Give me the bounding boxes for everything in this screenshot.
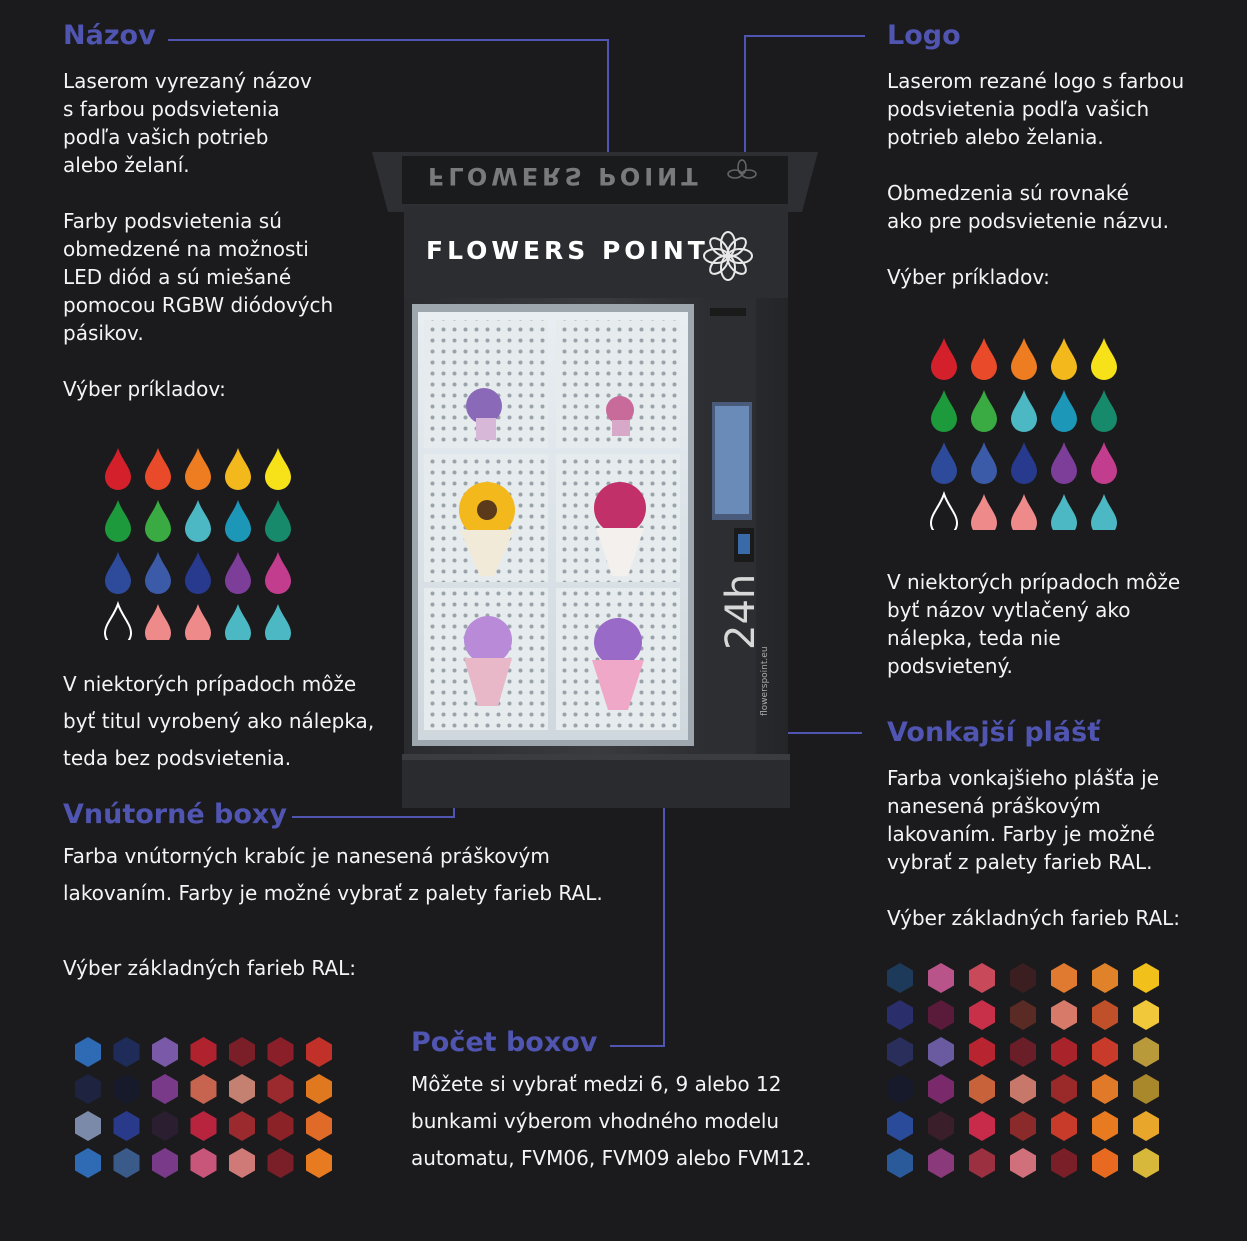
text-line: podľa vašich potrieb — [63, 125, 269, 149]
ral-color-hex — [1010, 963, 1036, 993]
color-drop — [971, 442, 997, 484]
text-line: ako pre podsvietenie názvu. — [887, 209, 1169, 233]
box-count-title: Počet boxov — [411, 1027, 598, 1058]
ral-color-hex — [75, 1074, 101, 1104]
color-drop — [225, 448, 251, 490]
text-line: byť názov vytlačený ako — [887, 598, 1131, 622]
ral-color-hex — [1133, 1037, 1159, 1067]
ral-color-hex — [268, 1148, 294, 1178]
ral-color-hex — [928, 1111, 954, 1141]
name-led-color-drops — [100, 440, 300, 640]
color-drop — [185, 552, 211, 594]
side-website-label: flowerspoint.eu — [760, 646, 770, 716]
color-drop — [1011, 338, 1037, 380]
ral-color-hex — [152, 1148, 178, 1178]
ral-color-hex — [75, 1111, 101, 1141]
text-line: Výber príkladov: — [887, 265, 1050, 289]
ral-color-hex — [306, 1111, 332, 1141]
color-drop — [1051, 442, 1077, 484]
text-line: bunkami výberom vhodného modelu — [411, 1109, 780, 1133]
color-drop — [185, 604, 211, 640]
brand-name: FLOWERS POINT — [426, 236, 709, 265]
ral-color-hex — [114, 1111, 140, 1141]
color-drop — [1051, 338, 1077, 380]
ral-color-hex — [1010, 1074, 1036, 1104]
ral-color-hex — [1092, 1111, 1118, 1141]
outer-shell-text — [887, 764, 1159, 876]
color-drop — [1011, 442, 1037, 484]
ral-color-hex — [191, 1111, 217, 1141]
ral-color-hex — [887, 963, 913, 993]
side-24h-label: 24h — [718, 573, 764, 650]
ral-color-hex — [268, 1074, 294, 1104]
ral-color-hex — [1092, 963, 1118, 993]
text-line: alebo želaní. — [63, 153, 190, 177]
color-drop — [931, 442, 957, 484]
ral-color-hex — [1051, 1074, 1077, 1104]
ral-color-hex — [928, 1074, 954, 1104]
color-drop — [1091, 442, 1117, 484]
logo-section-text — [887, 67, 1184, 291]
color-drop — [931, 338, 957, 380]
ral-color-hex — [969, 1111, 995, 1141]
color-drop — [225, 552, 251, 594]
text-line: LED diód a sú miešané — [63, 265, 292, 289]
color-drop — [185, 500, 211, 542]
text-line: s farbou podsvietenia — [63, 97, 280, 121]
text-line: Farba vnútorných krabíc je nanesená práškovým — [63, 844, 550, 868]
logo-section-title: Logo — [887, 20, 961, 51]
text-line: V niektorých prípadoch môže — [63, 672, 357, 696]
color-drop — [971, 494, 997, 530]
color-drop — [971, 390, 997, 432]
color-drop — [1091, 338, 1117, 380]
color-drop — [1091, 390, 1117, 432]
color-drop — [105, 500, 131, 542]
logo-sticker-note — [887, 568, 1180, 680]
outer-shell-subtitle: Výber základných farieb RAL: — [887, 906, 1181, 930]
color-drop — [265, 552, 291, 594]
ral-color-hex — [1051, 963, 1077, 993]
inner-boxes-title: Vnútorné boxy — [63, 799, 287, 830]
ral-color-hex — [229, 1111, 255, 1141]
text-line — [63, 347, 333, 375]
ral-color-hex — [1010, 1037, 1036, 1067]
color-drop — [1011, 390, 1037, 432]
ral-color-hex — [268, 1037, 294, 1067]
text-line: Laserom vyrezaný názov — [63, 69, 312, 93]
ral-color-hex — [887, 1037, 913, 1067]
text-line: obmedzené na možnosti — [63, 237, 309, 261]
color-drop — [265, 500, 291, 542]
text-line: pásikov. — [63, 321, 144, 345]
text-line: automatu, FVM06, FVM09 alebo FVM12. — [411, 1146, 812, 1170]
name-section-text — [63, 67, 333, 403]
text-line: nanesená práškovým — [887, 794, 1101, 818]
text-line: lakovaním. Farby je možné vybrať z palety farieb RAL. — [63, 881, 603, 905]
text-line: lakovaním. Farby je možné — [887, 822, 1155, 846]
ral-color-hex — [1051, 1111, 1077, 1141]
color-drop — [105, 448, 131, 490]
color-drop — [265, 448, 291, 490]
name-sticker-note — [63, 666, 374, 777]
ral-color-hex — [75, 1037, 101, 1067]
name-section-title: Názov — [63, 20, 156, 51]
text-line: nálepka, teda nie — [887, 626, 1061, 650]
ral-color-hex — [969, 1000, 995, 1030]
color-drop — [1091, 494, 1117, 530]
ral-color-hex — [152, 1111, 178, 1141]
ral-color-hex — [928, 1037, 954, 1067]
ral-color-hex — [928, 1000, 954, 1030]
ral-color-hex — [1133, 1074, 1159, 1104]
ral-color-hex — [1133, 1148, 1159, 1178]
ral-color-hex — [1092, 1000, 1118, 1030]
ral-color-hex — [1133, 1000, 1159, 1030]
text-line: Obmedzenia sú rovnaké — [887, 181, 1129, 205]
text-line: teda bez podsvietenia. — [63, 746, 292, 770]
ral-color-hex — [229, 1074, 255, 1104]
color-drop — [105, 552, 131, 594]
text-line: Farby podsvietenia sú — [63, 209, 282, 233]
ral-color-hex — [191, 1037, 217, 1067]
ral-color-hex — [928, 963, 954, 993]
color-drop — [225, 500, 251, 542]
ral-color-hex — [191, 1074, 217, 1104]
ral-color-hex — [152, 1037, 178, 1067]
ral-color-hex — [969, 1074, 995, 1104]
ral-color-hex — [1010, 1148, 1036, 1178]
ral-color-hex — [75, 1148, 101, 1178]
color-drop — [145, 500, 171, 542]
text-line: V niektorých prípadoch môže — [887, 570, 1181, 594]
ral-color-hex — [928, 1148, 954, 1178]
ral-color-hex — [1010, 1000, 1036, 1030]
color-drop — [145, 552, 171, 594]
ral-color-hex — [1051, 1037, 1077, 1067]
text-line: pomocou RGBW diódových — [63, 293, 334, 317]
text-line: Farba vonkajšieho plášťa je — [887, 766, 1160, 790]
ral-color-hex — [114, 1148, 140, 1178]
ral-color-hex — [887, 1148, 913, 1178]
ral-color-hex — [114, 1074, 140, 1104]
ral-color-hex — [1010, 1111, 1036, 1141]
outer-ral-hex-palette — [884, 962, 1174, 1192]
color-drop — [105, 604, 131, 640]
color-drop — [265, 604, 291, 640]
ral-color-hex — [306, 1148, 332, 1178]
ral-color-hex — [229, 1148, 255, 1178]
ral-color-hex — [1092, 1074, 1118, 1104]
text-line: Výber príkladov: — [63, 377, 226, 401]
color-drop — [145, 448, 171, 490]
ral-color-hex — [969, 963, 995, 993]
ral-color-hex — [1133, 963, 1159, 993]
color-drop — [185, 448, 211, 490]
ral-color-hex — [1133, 1111, 1159, 1141]
logo-led-color-drops — [926, 330, 1126, 530]
ral-color-hex — [1092, 1037, 1118, 1067]
color-drop — [1051, 494, 1077, 530]
ral-color-hex — [1051, 1148, 1077, 1178]
ral-color-hex — [306, 1074, 332, 1104]
ral-color-hex — [969, 1148, 995, 1178]
text-line — [887, 151, 1184, 179]
text-line: Laserom rezané logo s farbou — [887, 69, 1185, 93]
ral-color-hex — [887, 1000, 913, 1030]
ral-color-hex — [1051, 1000, 1077, 1030]
text-line — [887, 235, 1184, 263]
inner-ral-hex-palette — [72, 1036, 362, 1196]
ral-color-hex — [887, 1111, 913, 1141]
color-drop — [1051, 390, 1077, 432]
ral-color-hex — [969, 1037, 995, 1067]
color-drop — [931, 494, 957, 530]
ral-color-hex — [229, 1037, 255, 1067]
color-drop — [225, 604, 251, 640]
text-line: potrieb alebo želania. — [887, 125, 1104, 149]
ral-color-hex — [1092, 1148, 1118, 1178]
ral-color-hex — [114, 1037, 140, 1067]
text-line — [63, 179, 333, 207]
text-line: byť titul vyrobený ako nálepka, — [63, 709, 375, 733]
text-line: podsvietenia podľa vašich — [887, 97, 1150, 121]
ral-color-hex — [191, 1148, 217, 1178]
color-drop — [1011, 494, 1037, 530]
ral-color-hex — [887, 1074, 913, 1104]
color-drop — [145, 604, 171, 640]
inner-boxes-text — [63, 838, 603, 912]
text-line: Môžete si vybrať medzi 6, 9 alebo 12 — [411, 1072, 782, 1096]
inner-boxes-subtitle: Výber základných farieb RAL: — [63, 956, 357, 980]
text-line: podsvietený. — [887, 654, 1013, 678]
ral-color-hex — [152, 1074, 178, 1104]
color-drop — [931, 390, 957, 432]
text-line: vybrať z palety farieb RAL. — [887, 850, 1153, 874]
color-drop — [971, 338, 997, 380]
brand-name-reflection: FLOWERS POINT — [428, 162, 702, 190]
box-count-text — [411, 1066, 812, 1177]
outer-shell-title: Vonkajší plášť — [887, 717, 1101, 748]
ral-color-hex — [268, 1111, 294, 1141]
ral-color-hex — [306, 1037, 332, 1067]
